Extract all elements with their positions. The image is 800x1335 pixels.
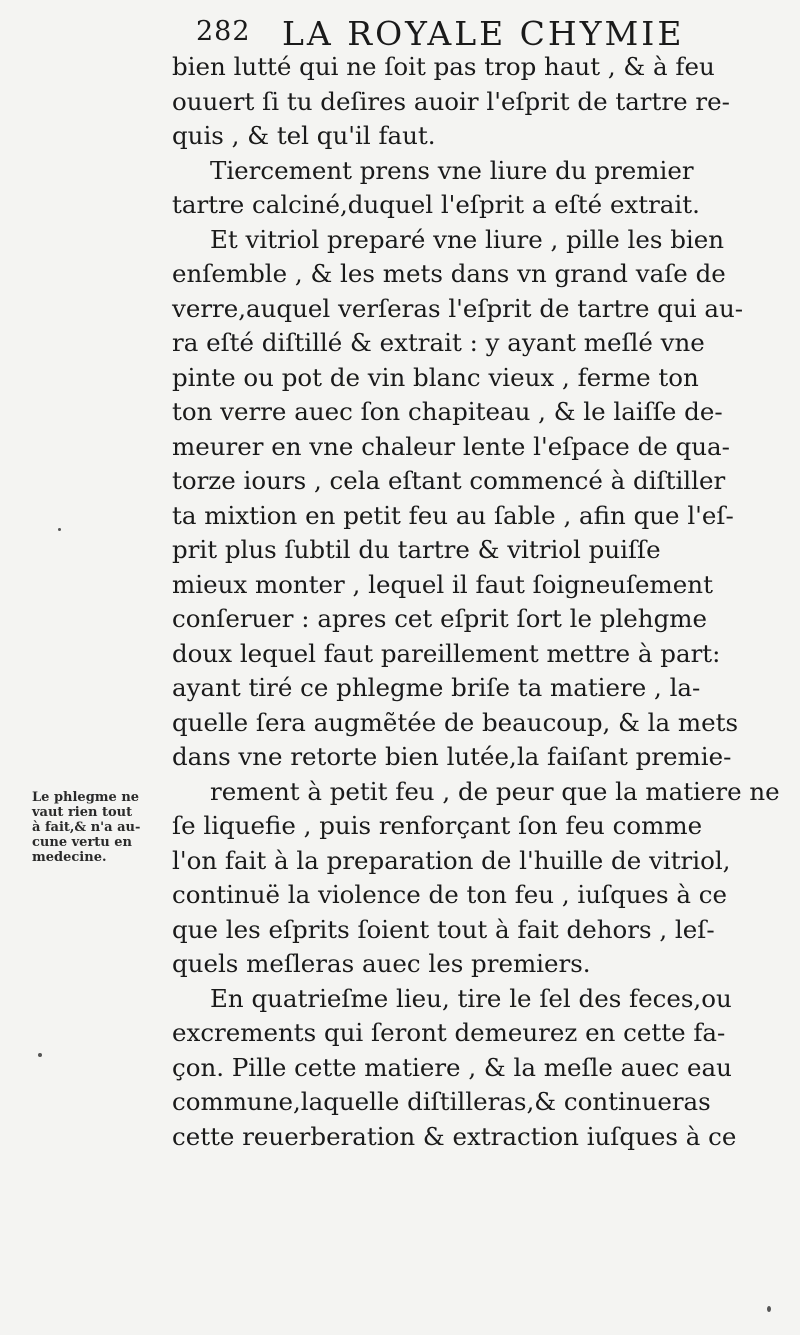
text-line: cette reuerberation & extraction iuſques à ce xyxy=(172,1121,737,1151)
text-line: doux lequel faut pareillement mettre à part: xyxy=(172,638,721,668)
text-line: çon. Pille cette matiere , & la meſle auec eau xyxy=(172,1052,732,1082)
text-line: commune,laquelle diſtilleras,& continueras xyxy=(172,1087,711,1116)
text-line: continuë la violence de ton feu , iuſques à ce xyxy=(172,880,728,909)
margin-note-line: cune vertu en xyxy=(32,835,132,850)
text-line: pinte ou pot de vin blanc vieux , ferme ton xyxy=(172,362,699,392)
margin-note-line: vaut rien tout xyxy=(32,805,133,820)
running-head: LA ROYALE CHYMIE xyxy=(282,14,685,53)
text-line: que les eſprits ſoient tout à fait dehors , leſ- xyxy=(172,914,715,944)
text-line: conſeruer : apres cet eſprit ſort le plehgme xyxy=(172,604,707,633)
text-line: ton verre auec ſon chapiteau , & le laiſſe de- xyxy=(172,397,723,426)
ink-speck xyxy=(58,528,61,531)
text-line: verre,auquel verſeras l'eſprit de tartre qui au- xyxy=(172,293,744,323)
text-line: ra eſté diſtillé & extrait : y ayant meſlé vne xyxy=(172,328,705,357)
margin-note-line: medecine. xyxy=(32,850,107,865)
text-line: quelle ſera augmẽtée de beaucoup, & la mets xyxy=(172,707,739,737)
text-line: quels meſleras auec les premiers. xyxy=(172,949,591,978)
page-header xyxy=(196,14,756,54)
text-line: dans vne retorte bien lutée,la faiſant premie- xyxy=(172,742,732,771)
text-line: meurer en vne chaleur lente l'eſpace de qua- xyxy=(172,431,730,461)
text-line: En quatrieſme lieu, tire le ſel des feces,ou xyxy=(210,983,732,1013)
text-line: ſe liquefie , puis renforçant ſon feu comme xyxy=(172,811,703,840)
margin-note xyxy=(32,790,162,865)
body-text xyxy=(172,50,780,1154)
text-line: Tiercement prens vne liure du premier xyxy=(210,155,694,185)
text-line: excrements qui ſeront demeurez en cette fa- xyxy=(172,1018,726,1047)
text-line: mieux monter , lequel il faut ſoigneuſement xyxy=(172,569,713,599)
text-line: l'on fait à la preparation de l'huille de vitriol, xyxy=(172,845,731,875)
margin-note-line: Le phlegme ne xyxy=(32,790,140,805)
text-line: quis , & tel qu'il faut. xyxy=(172,121,436,150)
text-line: bien lutté qui ne ſoit pas trop haut , & à feu xyxy=(172,52,715,81)
text-line: ta mixtion en petit feu au ſable , afin que l'eſ- xyxy=(172,500,734,530)
text-line: ayant tiré ce phlegme briſe ta matiere , la- xyxy=(172,673,701,702)
ink-speck xyxy=(38,1053,42,1057)
text-line: Et vitriol preparé vne liure , pille les bien xyxy=(210,224,725,254)
text-line: torze iours , cela eſtant commencé à diſtiller xyxy=(172,466,726,495)
text-line: enſemble , & les mets dans vn grand vaſe de xyxy=(172,259,726,288)
margin-note-line: à fait,& n'a au- xyxy=(32,820,141,835)
text-line: rement à petit feu , de peur que la matiere ne xyxy=(210,776,780,806)
ink-speck xyxy=(767,1306,771,1312)
text-line: tartre calciné,duquel l'eſprit a eſté extrait. xyxy=(172,190,700,219)
page-number: 282 xyxy=(196,16,251,47)
text-line: ouuert ſi tu deſires auoir l'eſprit de tartre re- xyxy=(172,86,730,116)
text-line: prit plus ſubtil du tartre & vitriol puiſſe xyxy=(172,535,661,564)
